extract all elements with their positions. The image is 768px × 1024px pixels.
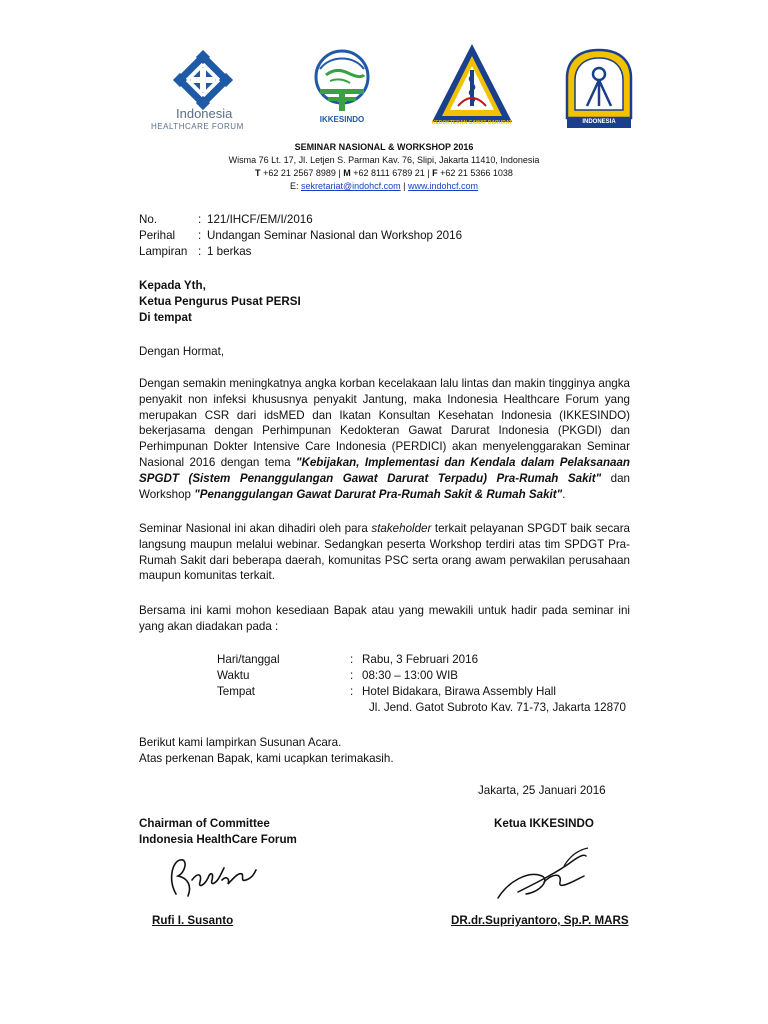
meta-colon: : (198, 229, 202, 242)
ihf-logo-line1: Indonesia (176, 106, 233, 121)
phone-label: T (255, 168, 261, 178)
letterhead-address: Wisma 76 Lt. 17, Jl. Letjen S. Parman Kav. 76, Slipi, Jakarta 11410, Indonesia (228, 155, 540, 165)
signature-left-icon (158, 850, 268, 906)
event-date-value: Rabu, 3 Februari 2016 (362, 653, 479, 666)
event-place-address: Jl. Jend. Gatot Subroto Kav. 71-73, Jakarta 12870 (369, 701, 626, 714)
meta-no-value: 121/IHCF/EM/I/2016 (207, 213, 313, 226)
ihf-logo (148, 50, 258, 135)
signatory-right-name: DR.dr.Supriyantoro, Sp.P. MARS (451, 914, 629, 927)
stakeholder-term: stakeholder (371, 522, 432, 535)
paragraph-request: Bersama ini kami mohon kesediaan Bapak atau yang mewakili untuk hadir pada seminar ini yang akan diadakan pada : (139, 604, 630, 633)
ikkesindo-logo-label: IKKESINDO (319, 115, 365, 124)
ihf-logo-line2: HEALTHCARE FORUM (151, 122, 244, 131)
letterhead-title: SEMINAR NASIONAL & WORKSHOP 2016 (294, 142, 474, 152)
meta-colon: : (198, 213, 202, 226)
meta-perihal-label: Perihal (139, 229, 176, 242)
paragraph-stakeholder (139, 521, 630, 584)
meta-block (139, 212, 639, 260)
pkgdi-logo-label: KEDOKTERAN GAWAT DARURAT (431, 120, 513, 126)
perdici-logo (565, 48, 633, 133)
closing-block (139, 735, 394, 767)
signatory-left-title (139, 816, 297, 848)
signatory-left-title1: Chairman of Committee (139, 817, 270, 830)
paragraph-intro-text: Dengan semakin meningkatnya angka korban kecelakaan lalu lintas dan makin tingginya angka penyakit non infeksi khususnya penyakit Jantung, maka Indonesia Healthcare Forum yang merupakan CSR dari idsMED dan Ikatan Konsultan Kesehatan Indonesia (IKKESINDO) bekerjasama dengan Perhimpunan Kedokteran Gawat Darurat Indonesia (PKGDI) dan Perhimpunan Dokter Intensive Care Indonesia (PERDICI) akan menyelenggarakan Seminar Nasional 2016 dengan tema (139, 377, 630, 469)
meta-row-perihal (139, 228, 639, 244)
meta-perihal-value: Undangan Seminar Nasional dan Workshop 2016 (207, 229, 463, 242)
event-colon: : (350, 685, 354, 698)
letter-date: Jakarta, 25 Januari 2016 (478, 784, 606, 797)
website-link[interactable]: www.indohcf.com (408, 181, 479, 191)
event-row-address (217, 700, 637, 716)
signatory-left-title2: Indonesia HealthCare Forum (139, 833, 297, 846)
signatory-right-title: Ketua IKKESINDO (494, 817, 594, 830)
event-place-label: Tempat (217, 685, 256, 698)
letterhead-contact: T +62 21 2567 8989 | M +62 8111 6789 21 | F +62 21 5366 1038 (255, 168, 513, 178)
paragraph-intro-middle: dan Workshop (139, 471, 630, 501)
event-row-place (217, 684, 637, 700)
event-time-label: Waktu (217, 669, 250, 682)
mobile-number: +62 8111 6789 21 (353, 168, 425, 178)
email-label: E: (289, 181, 299, 191)
perdici-logo-label: INDONESIA (582, 119, 616, 125)
closing-line1: Berikut kami lampirkan Susunan Acara. (139, 736, 342, 749)
meta-colon: : (198, 245, 202, 258)
meta-lampiran-label: Lampiran (139, 245, 188, 258)
letterhead-web: E: sekretariat@indohcf.com | www.indohcf.com (289, 181, 479, 191)
event-row-time (217, 668, 637, 684)
paragraph-stakeholder-post: terkait pelayanan SPGDT baik secara langsung maupun melalui webinar. Sedangkan peserta Workshop terdiri atas tim SPDGT Pra-Rumah Sakit dari beberapa daerah, komunitas PSC serta orang awam perwakilan perusahaan maupun komunitas terkait. (139, 522, 630, 583)
recipient-line3: Di tempat (139, 311, 192, 324)
ikkesindo-globe-icon (306, 45, 378, 117)
pkgdi-logo (428, 40, 516, 130)
event-colon: : (350, 669, 354, 682)
event-place-value: Hotel Bidakara, Birawa Assembly Hall (362, 685, 556, 698)
paragraph-intro (139, 376, 630, 502)
recipient-block (139, 278, 639, 326)
signature-right-icon (488, 842, 598, 906)
event-time-value: 08:30 – 13:00 WIB (362, 669, 459, 682)
email-link[interactable]: sekretariat@indohcf.com (300, 181, 401, 191)
meta-no-label: No. (139, 213, 158, 226)
signatory-left-name: Rufi I. Susanto (152, 914, 234, 927)
meta-row-no (139, 212, 639, 228)
fax-label: F (432, 168, 438, 178)
ikkesindo-logo (306, 45, 378, 130)
closing-line2: Atas perkenan Bapak, kami ucapkan terimakasih. (139, 752, 394, 765)
meta-row-lampiran (139, 244, 639, 260)
event-details (217, 652, 637, 716)
seminar-theme: "Kebijakan, Implementasi dan Kendala dalam Pelaksanaan SPGDT (Sistem Penanggulangan Gawat Darurat Terpadu) Pra-Rumah Sakit" (139, 455, 631, 485)
recipient-line1: Kepada Yth, (139, 279, 206, 292)
event-colon: : (350, 653, 354, 666)
paragraph-stakeholder-pre: Seminar Nasional ini akan dihadiri oleh para (139, 522, 368, 535)
meta-lampiran-value: 1 berkas (207, 245, 252, 258)
mobile-label: M (343, 168, 351, 178)
salutation: Dengan Hormat, (139, 345, 225, 358)
pkgdi-triangle-icon (428, 40, 516, 130)
paragraph-intro-end: . (562, 487, 566, 501)
phone-number: +62 21 2567 8989 (263, 168, 336, 178)
fax-number: +62 21 5366 1038 (440, 168, 513, 178)
recipient-line2: Ketua Pengurus Pusat PERSI (139, 295, 301, 308)
event-date-label: Hari/tanggal (217, 653, 280, 666)
event-row-date (217, 652, 637, 668)
workshop-theme: "Penanggulangan Gawat Darurat Pra-Rumah Sakit & Rumah Sakit" (194, 487, 563, 501)
